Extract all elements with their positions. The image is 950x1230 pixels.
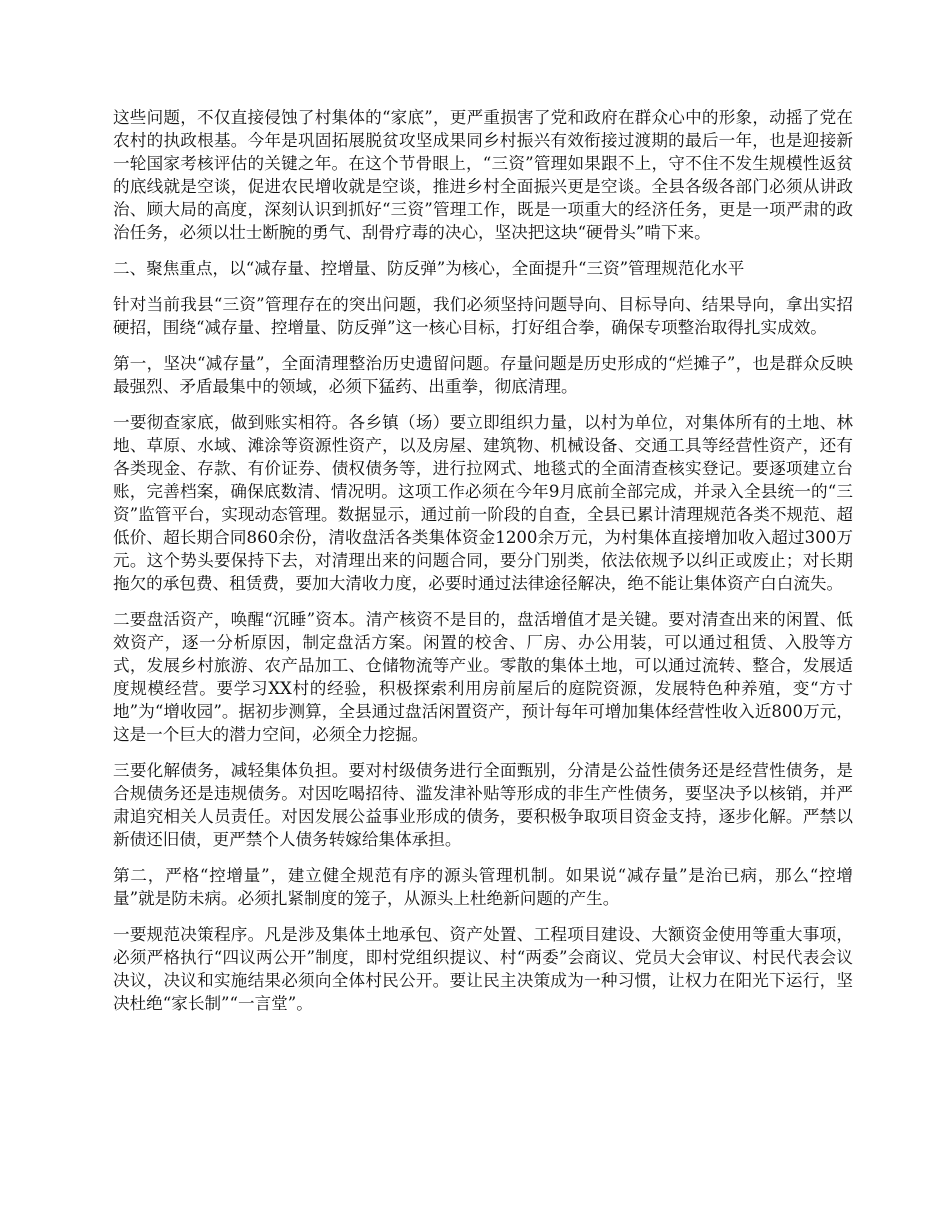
paragraph-reduce-stock: 第一，坚决“减存量”，全面清理整治历史遗留问题。存量问题是历史形成的“烂摊子”，也是群众反映最强烈、矛盾最集中的领域，必须下猛药、出重拳，彻底清理。 (113, 354, 853, 396)
paragraph-resolve-debts: 三要化解债务，减轻集体负担。要对村级债务进行全面甄别，分清是公益性债务还是经营性债务，是合规债务还是违规债务。对因吃喝招待、滥发津补贴等形成的非生产性债务，要坚决予以核销，并严肃追究相关人员责任。对因发展公益事业形成的债务，要积极争取项目资金支持，逐步化解。严禁以新债还旧债，更严禁个人债务转嫁给集体承担。 (113, 761, 853, 849)
paragraph-section-intro: 针对当前我县“三资”管理存在的突出问题，我们必须坚持问题导向、目标导向、结果导向，拿出实招硬招，围绕“减存量、控增量、防反弹”这一核心目标，打好组合拳，确保专项整治取得扎实成效。 (113, 295, 853, 337)
paragraph-audit-assets: 一要彻查家底，做到账实相符。各乡镇（场）要立即组织力量，以村为单位，对集体所有的土地、林地、草原、水域、滩涂等资源性资产，以及房屋、建筑物、机械设备、交通工具等经营性资产，还有各类现金、存款、有价证券、债权债务等，进行拉网式、地毯式的全面清查核实登记。要逐项建立台账，完善档案，确保底数清、情况明。这项工作必须在今年9月底前全部完成，并录入全县统一的“三资”监管平台，实现动态管理。数据显示，通过前一阶段的自查，全县已累计清理规范各类不规范、超低价、超长期合同860余份，清收盘活各类集体资金1200余万元，为村集体直接增加收入超过300万元。这个势头要保持下去，对清理出来的问题合同，要分门别类，依法依规予以纠正或废止；对长期拖欠的承包费、租赁费，要加大清收力度，必要时通过法律途径解决，绝不能让集体资产白白流失。 (113, 413, 853, 593)
paragraph-activate-assets: 二要盘活资产，唤醒“沉睡”资本。清产核资不是目的，盘活增值才是关键。要对清查出来的闲置、低效资产，逐一分析原因，制定盘活方案。闲置的校舍、厂房、办公用装，可以通过租赁、入股等方式，发展乡村旅游、农产品加工、仓储物流等产业。零散的集体土地，可以通过流转、整合，发展适度规模经营。要学习XX村的经验，积极探索利用房前屋后的庭院资源，发展特色种养殖，变“方寸地”为“增收园”。据初步测算，全县通过盘活闲置资产，预计每年可增加集体经营性收入近800万元，这是一个巨大的潜力空间，必须全力挖掘。 (113, 610, 853, 744)
paragraph-problems-impact: 这些问题，不仅直接侵蚀了村集体的“家底”，更严重损害了党和政府在群众心中的形象，动摇了党在农村的执政根基。今年是巩固拓展脱贫攻坚成果同乡村振兴有效衔接过渡期的最后一年，也是迎接新一轮国家考核评估的关键之年。在这个节骨眼上，“三资”管理如果跟不上，守不住不发生规模性返贫的底线就是空谈，促进农民增收就是空谈，推进乡村全面振兴更是空谈。全县各级各部门必须从讲政治、顾大局的高度，深刻认识到抓好“三资”管理工作，既是一项重大的经济任务，更是一项严肃的政治任务，必须以壮士断腕的勇气、刮骨疗毒的决心，坚决把这块“硬骨头”啃下来。 (113, 108, 853, 242)
document-body (113, 106, 853, 1028)
section-heading-2: 二、聚焦重点，以“减存量、控增量、防反弹”为核心，全面提升“三资”管理规范化水平 (113, 259, 745, 278)
paragraph-control-increment: 第二，严格“控增量”，建立健全规范有序的源头管理机制。如果说“减存量”是治已病，那么“控增量”就是防未病。必须扎紧制度的笼子，从源头上杜绝新问题的产生。 (113, 866, 853, 908)
paragraph-decision-procedure: 一要规范决策程序。凡是涉及集体土地承包、资产处置、工程项目建设、大额资金使用等重大事项，必须严格执行“四议两公开”制度，即村党组织提议、村“两委”会商议、党员大会审议、村民代表会议决议，决议和实施结果必须向全体村民公开。要让民主决策成为一种习惯，让权力在阳光下运行，坚决杜绝“家长制”“一言堂”。 (113, 925, 853, 1013)
